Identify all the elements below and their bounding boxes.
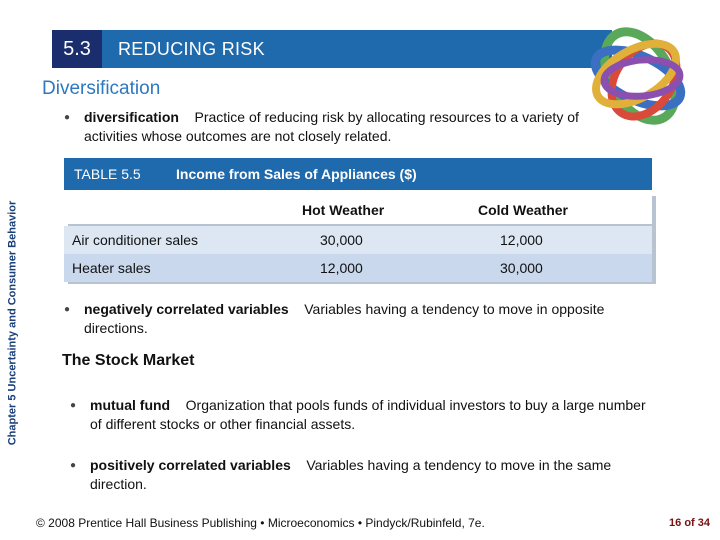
cell-cold: 12,000 <box>500 232 543 248</box>
cell-hot: 12,000 <box>320 260 363 276</box>
row-label: Heater sales <box>72 260 151 276</box>
definition-text: Organization that pools funds of individual investors to buy a large number of different stocks or other financial assets. <box>90 397 646 432</box>
definition-mutual-fund <box>70 396 650 434</box>
definition-text: Variables having a tendency to move in the same direction. <box>90 457 612 492</box>
footer-copyright: © 2008 Prentice Hall Business Publishing • Microeconomics • Pindyck/Rubinfeld, 7e. <box>36 516 485 530</box>
bullet-icon: ● <box>70 400 77 411</box>
definition-negatively-correlated <box>64 300 644 338</box>
column-header-cold: Cold Weather <box>478 202 568 218</box>
definition-text: Variables having a tendency to move in opposite directions. <box>84 301 605 336</box>
term-positively-correlated: positively correlated variables <box>90 457 291 473</box>
row-label: Air conditioner sales <box>72 232 199 248</box>
cell-hot: 30,000 <box>320 232 363 248</box>
table-header-row <box>64 192 652 224</box>
table-row <box>64 226 652 254</box>
table-label: TABLE 5.5 <box>74 166 141 182</box>
definition-diversification <box>64 108 584 146</box>
definition-positively-correlated <box>70 456 650 494</box>
table-row <box>64 254 652 282</box>
bullet-icon: ● <box>70 460 77 471</box>
cell-cold: 30,000 <box>500 260 543 276</box>
table-title-bar <box>64 158 652 190</box>
page-number: 16 of 34 <box>669 517 710 529</box>
term-mutual-fund: mutual fund <box>90 397 171 413</box>
column-header-hot: Hot Weather <box>302 202 385 218</box>
term-negatively-correlated: negatively correlated variables <box>84 301 289 317</box>
section-number: 5.3 <box>52 30 102 68</box>
bullet-icon: ● <box>64 112 71 123</box>
title-band <box>52 30 612 68</box>
chapter-side-label <box>2 168 22 478</box>
stock-market-heading: The Stock Market <box>62 352 195 369</box>
slide-subtitle: Diversification <box>42 78 161 99</box>
rings-logo-icon <box>578 18 708 138</box>
bullet-icon: ● <box>64 304 71 315</box>
table-caption: Income from Sales of Appliances ($) <box>176 166 417 182</box>
definition-text: Practice of reducing risk by allocating resources to a variety of activities whose outcomes are not closely related. <box>84 109 579 144</box>
term-diversification: diversification <box>84 109 179 125</box>
section-title: REDUCING RISK <box>118 39 265 59</box>
chapter-side-label-text: Chapter 5 Uncertainty and Consumer Behavior <box>6 200 19 446</box>
